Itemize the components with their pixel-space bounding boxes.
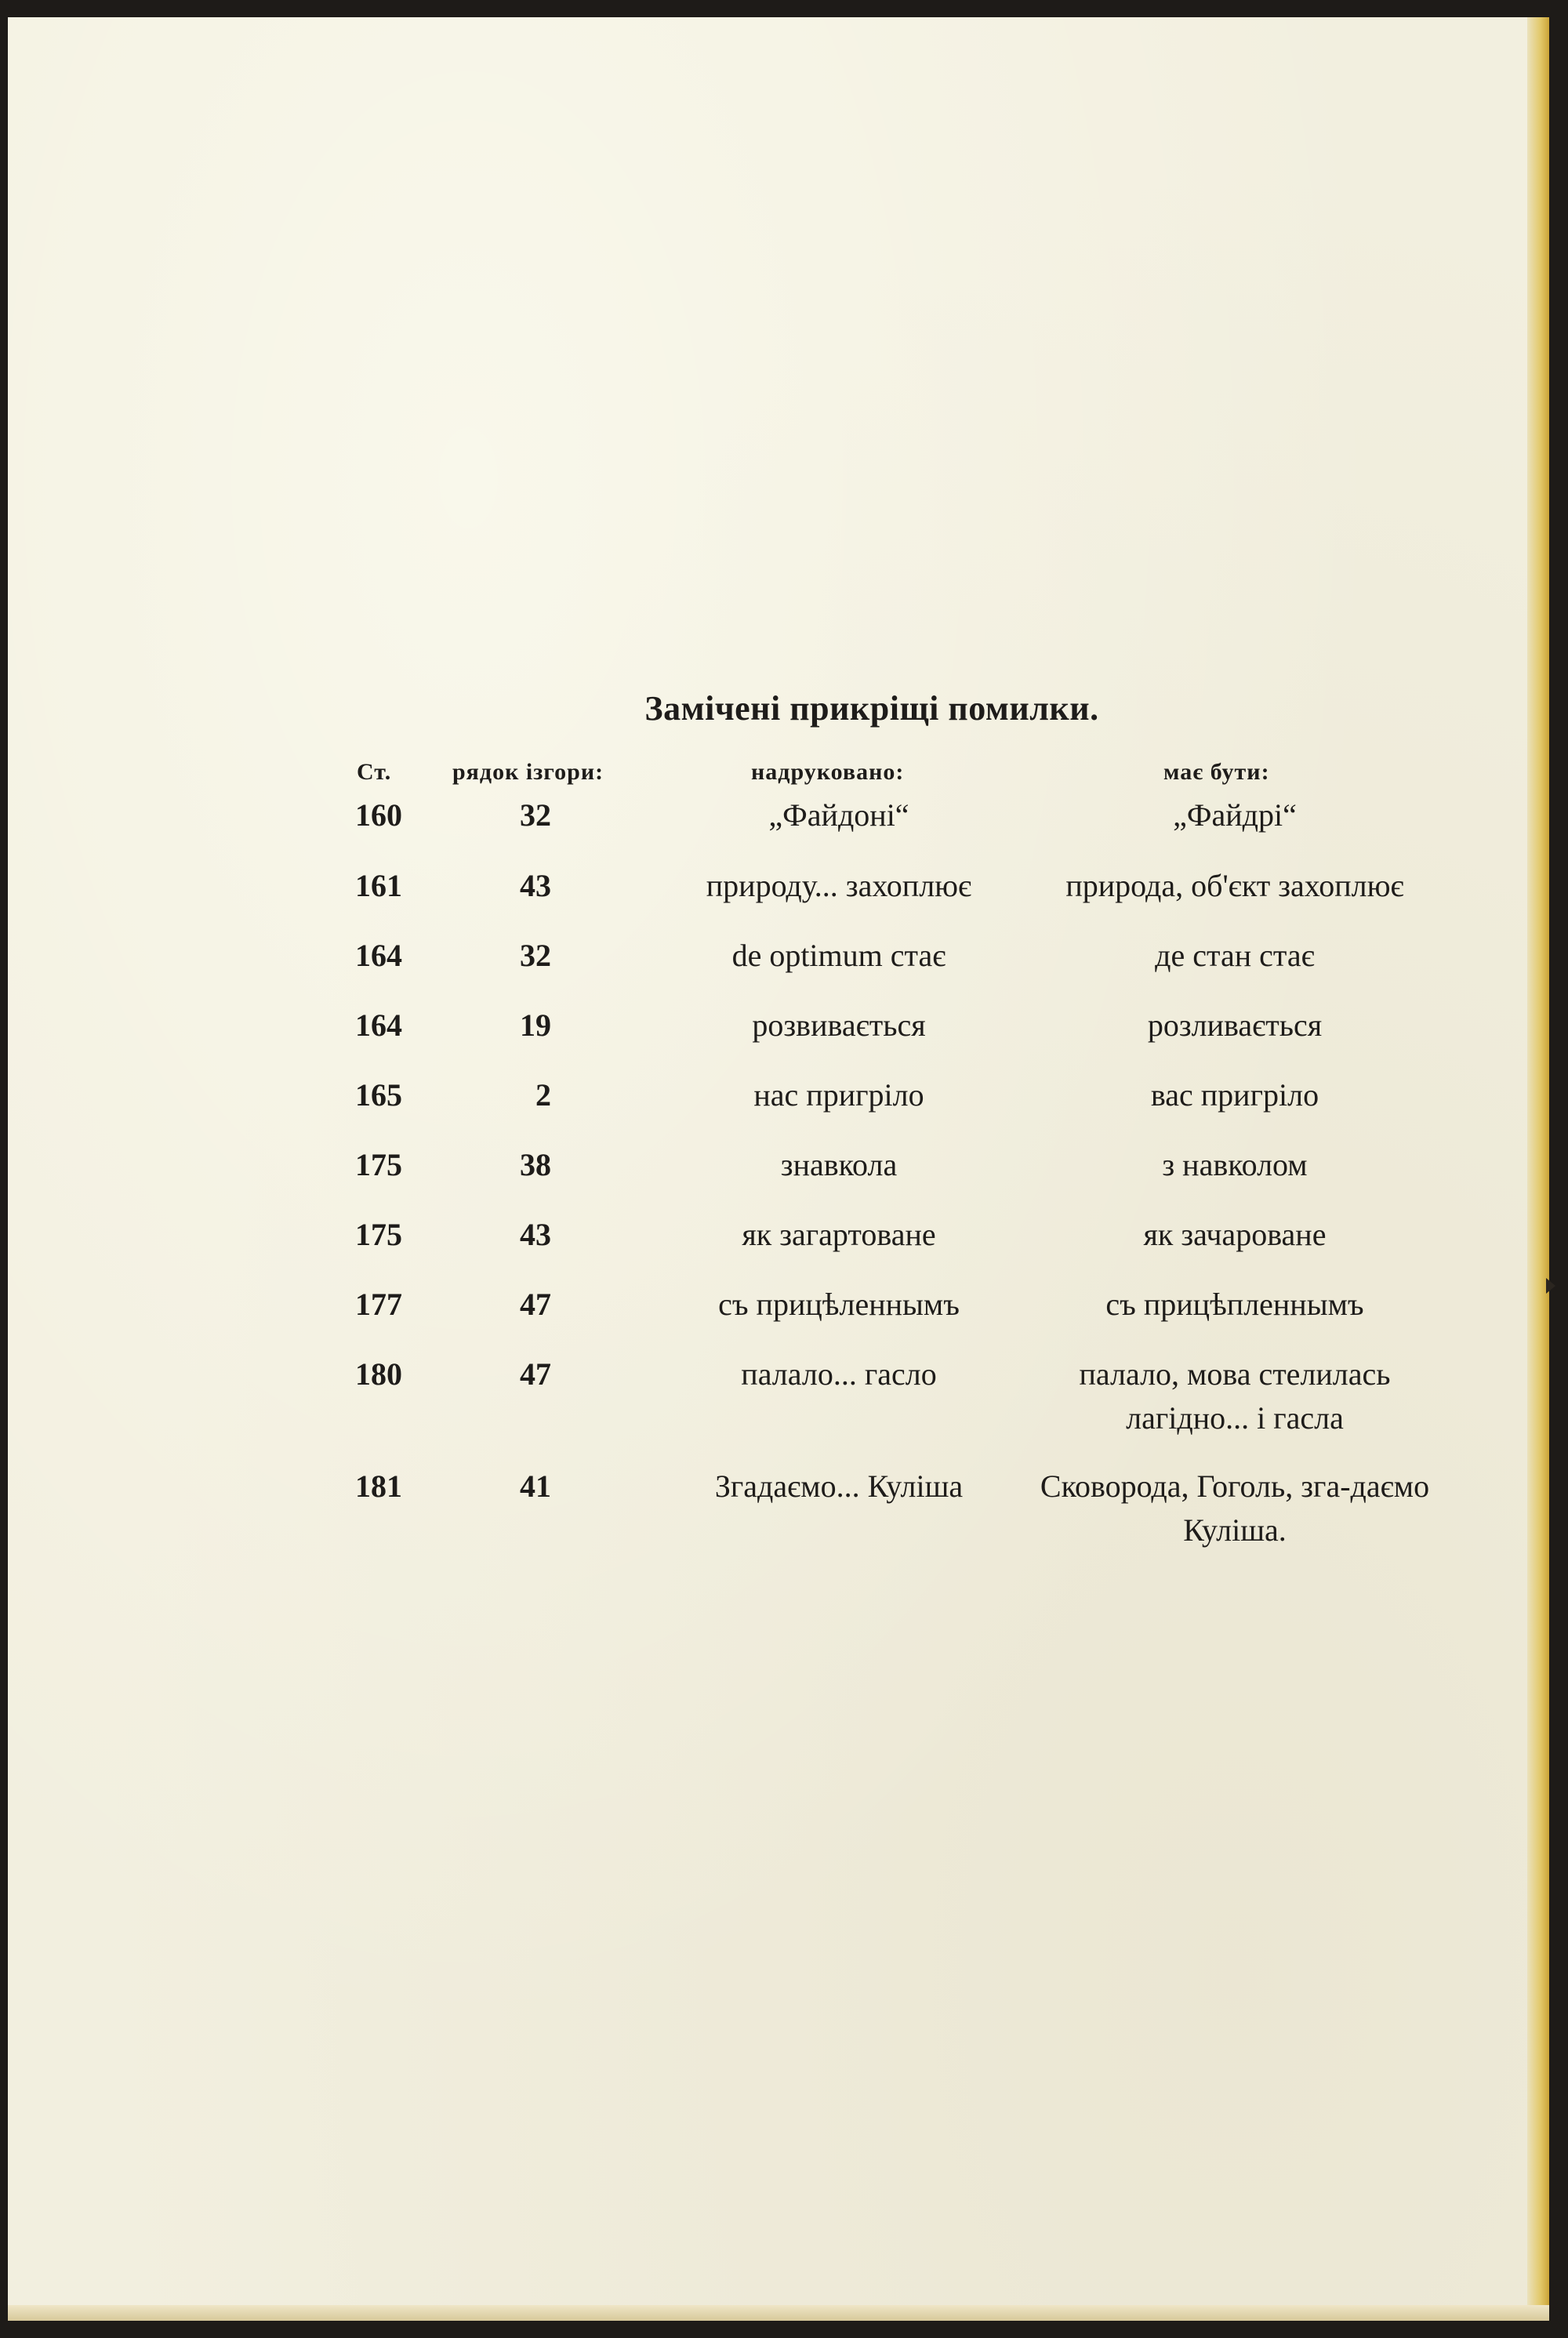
- row-page-number: 180: [355, 1356, 402, 1392]
- row-page-number: 165: [355, 1077, 402, 1113]
- row-line-number: 2: [535, 1077, 551, 1113]
- row-line-number: 38: [520, 1147, 551, 1182]
- row-line-number: 32: [520, 938, 551, 973]
- header-page: Ст.: [357, 759, 392, 785]
- row-line-number: 41: [520, 1469, 551, 1504]
- row-correction-text: палало, мова стелилась лагідно... і гасла: [1079, 1356, 1391, 1436]
- row-printed-text: як загартоване: [742, 1217, 936, 1252]
- row-correction-text: съ прицѣпленнымъ: [1105, 1287, 1364, 1322]
- row-printed-text: съ прицѣленнымъ: [718, 1287, 960, 1322]
- row-correction-text: „Файдрі“: [1173, 797, 1297, 833]
- row-printed-text: природу... захоплює: [706, 868, 972, 903]
- row-correction-text: як зачароване: [1143, 1217, 1327, 1252]
- row-line-number: 43: [520, 868, 551, 903]
- row-line-number: 43: [520, 1217, 551, 1252]
- header-line: рядок ізгори:: [452, 759, 604, 785]
- row-line-number: 19: [520, 1007, 551, 1043]
- page-edge-right: [1527, 17, 1549, 2321]
- row-correction-text: вас пригріло: [1150, 1077, 1319, 1113]
- header-should-be: має бути:: [1163, 759, 1270, 785]
- row-page-number: 175: [355, 1217, 402, 1252]
- margin-mark: [1546, 1278, 1555, 1294]
- row-page-number: 161: [355, 868, 402, 903]
- row-page-number: 177: [355, 1287, 402, 1322]
- row-printed-text: de optimum стає: [731, 938, 946, 973]
- row-line-number: 47: [520, 1287, 551, 1322]
- row-printed-text: Згадаємо... Куліша: [714, 1469, 964, 1504]
- row-correction-text: розливається: [1147, 1007, 1323, 1043]
- row-printed-text: палало... гасло: [741, 1356, 937, 1392]
- row-correction-text: з навколом: [1162, 1147, 1308, 1182]
- row-printed-text: нас пригріло: [753, 1077, 924, 1113]
- errata-title: Замічені прикріщі помилки.: [644, 689, 1099, 728]
- row-printed-text: розвивається: [752, 1007, 926, 1043]
- page-edge-bottom: [8, 2305, 1549, 2321]
- row-correction-text: природа, об'єкт захоплює: [1065, 868, 1404, 903]
- row-printed-text: знавкола: [780, 1147, 898, 1182]
- row-page-number: 164: [355, 1007, 402, 1043]
- row-correction-text: Сковорода, Гоголь, зга-даємо Куліша.: [1040, 1469, 1430, 1548]
- row-correction-text: де стан стає: [1155, 938, 1315, 973]
- row-page-number: 164: [355, 938, 402, 973]
- header-printed: надруковано:: [751, 759, 905, 785]
- row-printed-text: „Файдоні“: [768, 797, 909, 833]
- row-line-number: 47: [520, 1356, 551, 1392]
- row-page-number: 181: [355, 1469, 402, 1504]
- row-page-number: 160: [355, 797, 402, 833]
- row-line-number: 32: [520, 797, 551, 833]
- row-page-number: 175: [355, 1147, 402, 1182]
